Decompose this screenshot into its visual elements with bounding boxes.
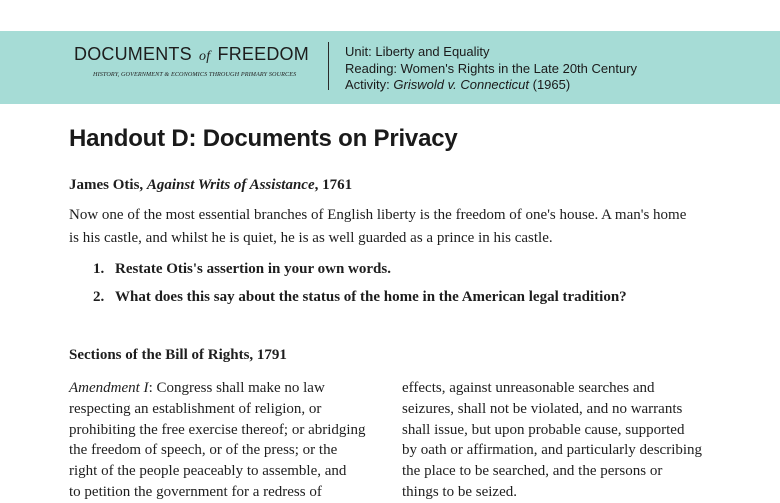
brand-word-documents: DOCUMENTS [74, 44, 192, 64]
question-text: Restate Otis's assertion in your own words. [115, 261, 391, 277]
source-author: James Otis, [69, 177, 147, 193]
column-line: respecting an establishment of religion, or [69, 400, 322, 417]
bill-of-rights-right-column [402, 378, 702, 503]
activity-year: (1965) [529, 77, 571, 92]
column-line: to petition the government for a redress of [69, 483, 322, 500]
column-line: seizures, shall not be violated, and no warrants [402, 400, 683, 417]
column-line: shall issue, but upon probable cause, supported [402, 421, 685, 438]
header-divider [328, 42, 329, 90]
brand-word-of: of [199, 49, 211, 64]
question-number: 1. [93, 261, 105, 277]
column-line: the freedom of speech, or of the press; or the [69, 442, 338, 459]
question-2 [93, 289, 627, 306]
column-line [69, 378, 366, 399]
reading-line: Reading: Women's Rights in the Late 20th Century [345, 60, 638, 76]
column-line: by oath or affirmation, and particularly describing [402, 442, 703, 459]
brand-logo [74, 44, 324, 78]
column-line: right of the people peaceably to assemble, and [69, 463, 347, 480]
activity-case: Griswold v. Connecticut [393, 77, 529, 92]
column-line: effects, against unreasonable searches and [402, 380, 655, 396]
unit-info [345, 44, 637, 94]
quote-line: Now one of the most essential branches of English liberty is the freedom of one's house. A man's home [69, 207, 687, 223]
column-line: things to be seized. [402, 483, 517, 500]
handout-title: Handout D: Documents on Privacy [69, 125, 458, 152]
column-line: the place to be searched, and the persons or [402, 463, 663, 480]
column-line: prohibiting the free exercise thereof; or abridging [69, 421, 366, 438]
source-year: , 1761 [314, 177, 353, 193]
quote-line: is his castle, and whilst he is quiet, he is as well guarded as a prince in his castle. [69, 229, 553, 246]
column-line-text: : Congress shall make no law [148, 380, 325, 396]
source-heading-bill-of-rights: Sections of the Bill of Rights, 1791 [69, 347, 287, 363]
brand-title [74, 44, 324, 67]
question-1 [93, 261, 391, 278]
source-work: Against Writs of Assistance [146, 177, 315, 193]
question-number: 2. [93, 289, 105, 305]
brand-word-freedom: FREEDOM [217, 44, 309, 64]
activity-line [345, 77, 637, 94]
unit-line: Unit: Liberty and Equality [345, 44, 490, 59]
brand-tagline: HISTORY, GOVERNMENT & ECONOMICS THROUGH PRIMARY SOURCES [93, 71, 297, 78]
source-heading-otis [69, 177, 352, 194]
activity-prefix: Activity: [345, 77, 394, 92]
amendment-label: Amendment I [69, 380, 149, 396]
otis-quote [69, 204, 749, 249]
question-text: What does this say about the status of the home in the American legal tradition? [115, 289, 627, 305]
page-header [0, 31, 780, 104]
bill-of-rights-left-column [69, 378, 366, 503]
